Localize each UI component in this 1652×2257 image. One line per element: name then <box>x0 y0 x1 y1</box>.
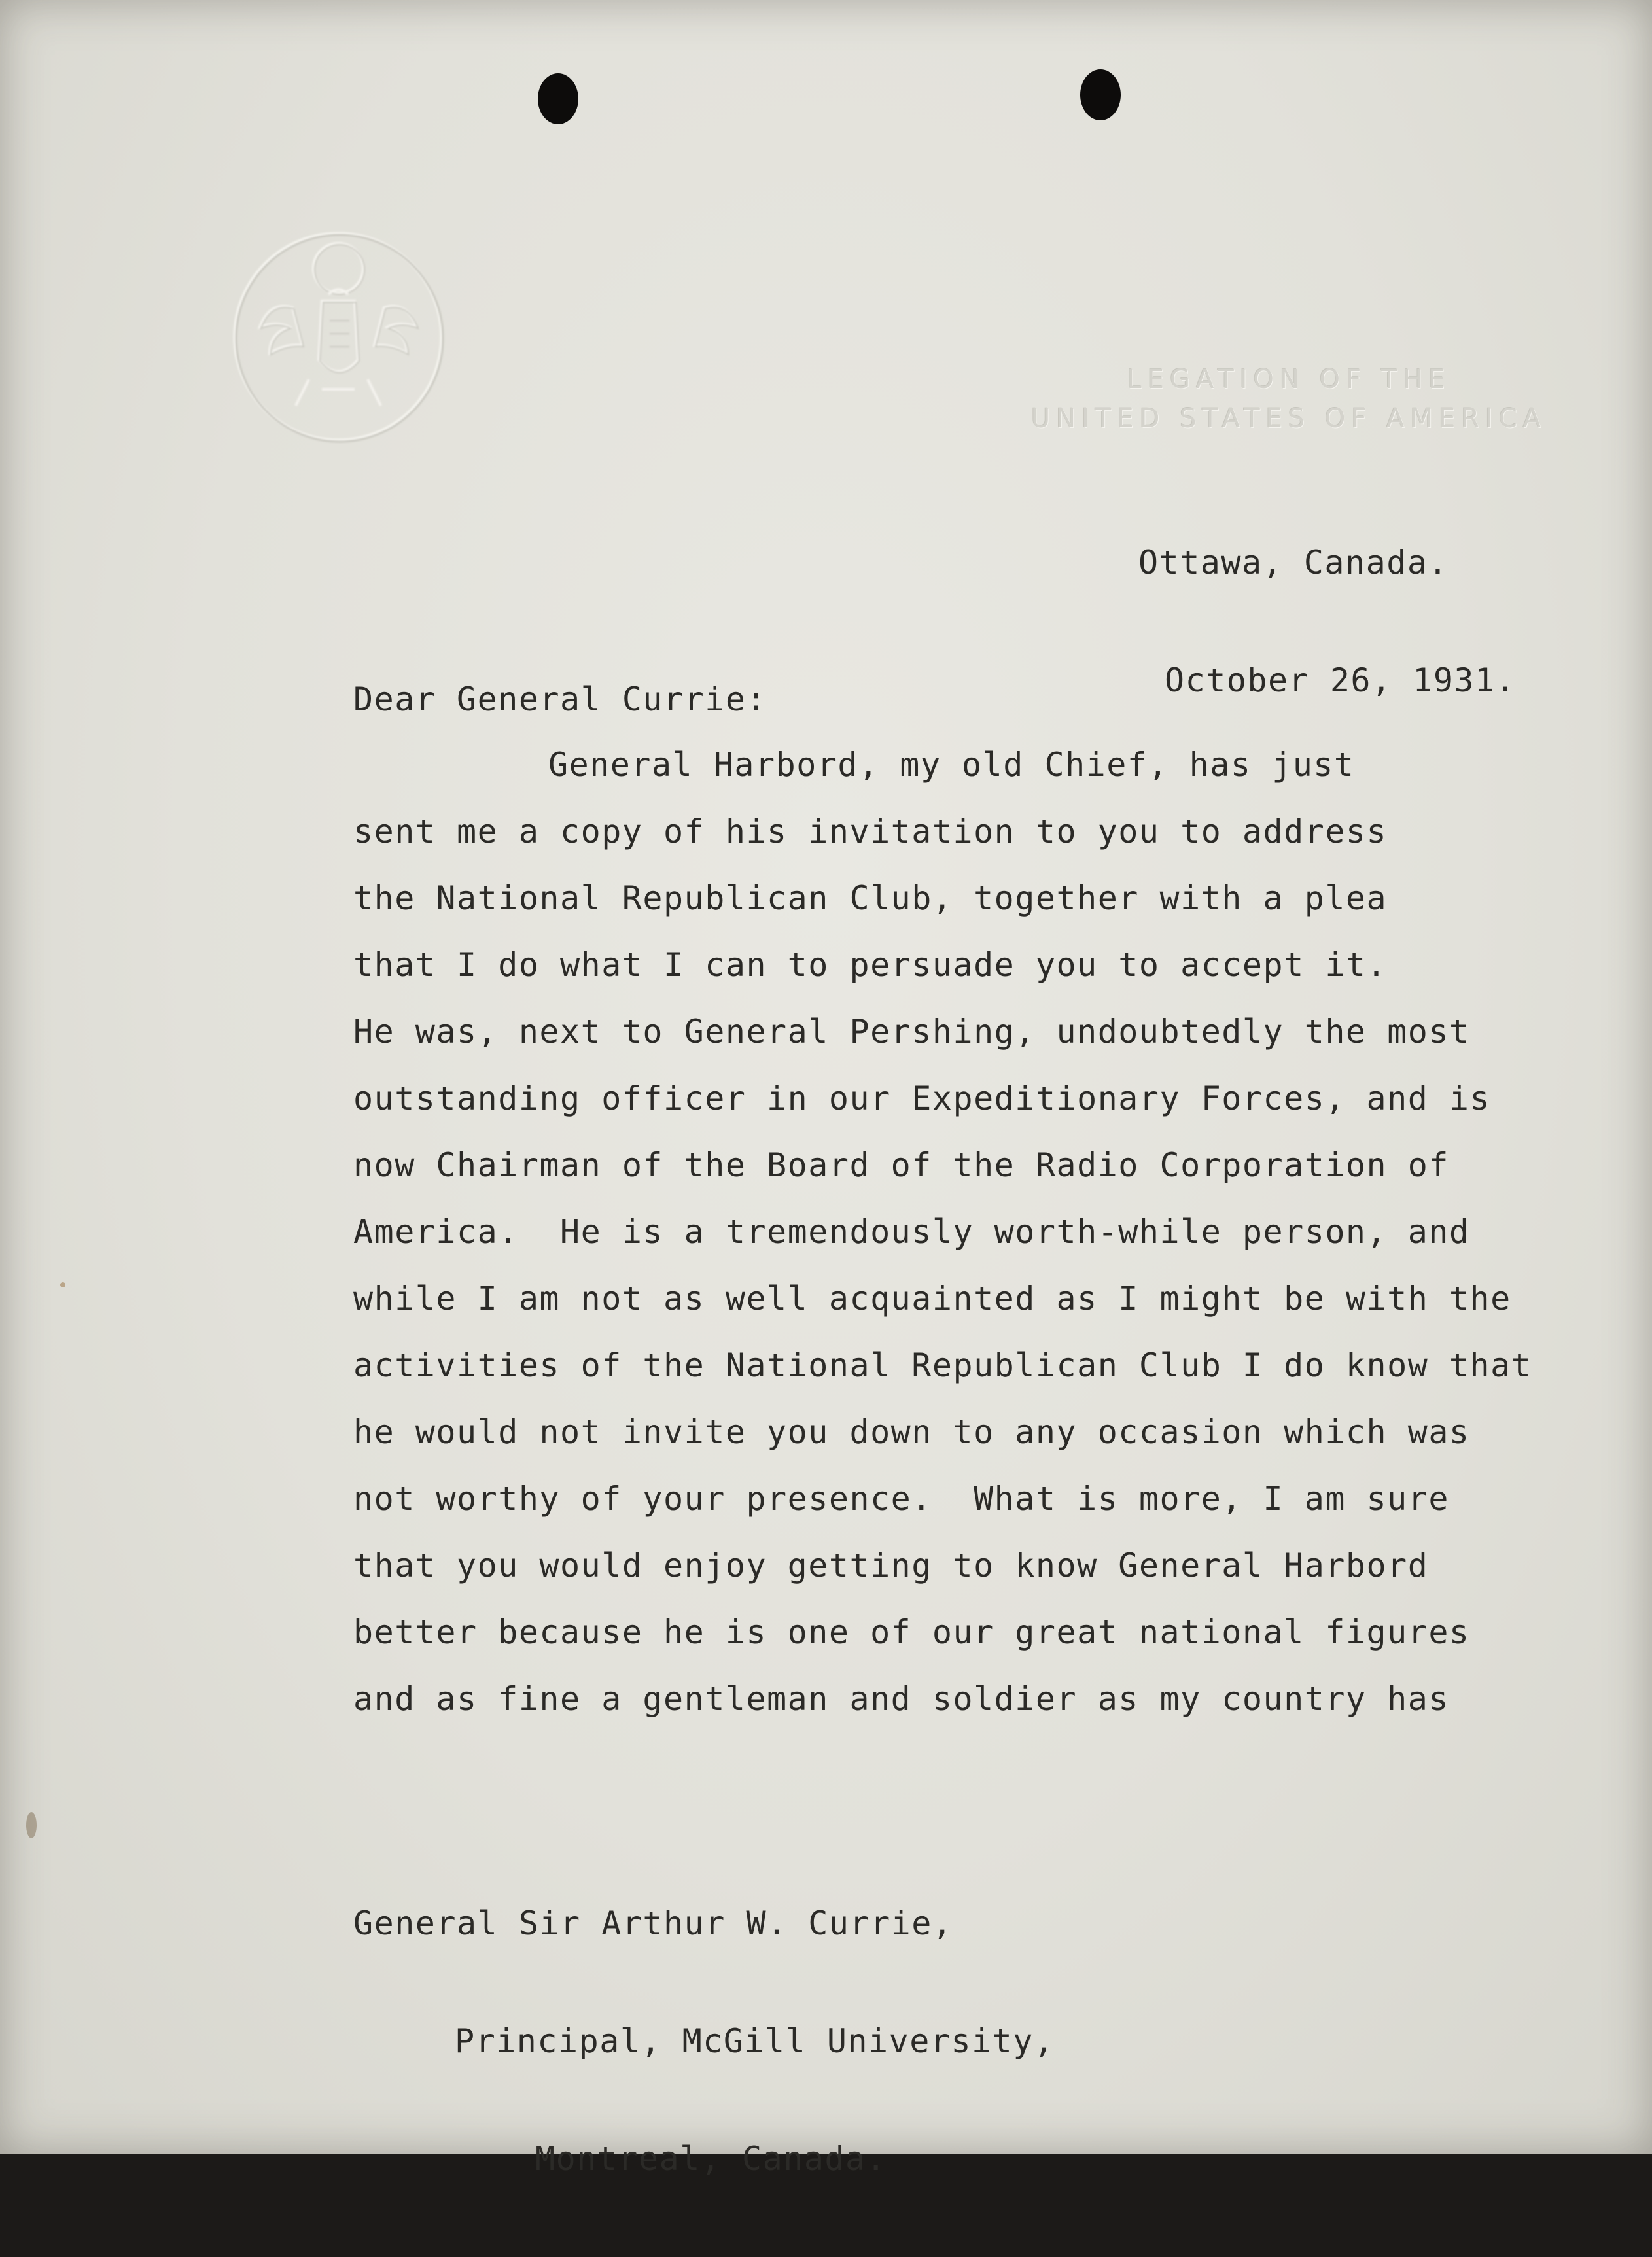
body-line: He was, next to General Pershing, undoubtedly the most <box>353 1013 1470 1051</box>
letterhead-line-1: LEGATION OF THE <box>1127 364 1451 394</box>
date-block <box>1138 464 1516 779</box>
address-line-2: Principal, McGill University, <box>455 2022 1055 2060</box>
recipient-address <box>353 1825 1054 2257</box>
punch-hole-right <box>1080 69 1121 120</box>
body-line: General Harbord, my old Chief, has just <box>548 746 1355 784</box>
body-line: that I do what I can to persuade you to accept it. <box>353 946 1388 984</box>
body-line: America. He is a tremendously worth-while person, and <box>353 1213 1470 1251</box>
body-line: not worthy of your presence. What is more, I am sure <box>353 1480 1449 1518</box>
body-line: activities of the National Republican Club I do know that <box>353 1346 1532 1384</box>
address-line-3: Montreal, Canada. <box>535 2140 887 2178</box>
body-line: that you would enjoy getting to know General Harbord <box>353 1547 1429 1584</box>
address-line-1: General Sir Arthur W. Currie, <box>353 1904 953 1942</box>
body-line: he would not invite you down to any occasion which was <box>353 1413 1470 1451</box>
embossed-letterhead <box>1021 360 1557 438</box>
paper-spot <box>60 1282 65 1287</box>
embossed-eagle-seal-icon <box>230 229 446 445</box>
body-line: while I am not as well acquainted as I might be with the <box>353 1280 1511 1318</box>
body-line: outstanding officer in our Expeditionary Forces, and is <box>353 1079 1491 1117</box>
letterhead-line-2: UNITED STATES OF AMERICA <box>1030 404 1547 434</box>
body-line: better because he is one of our great national figures <box>353 1613 1470 1651</box>
date-text: October 26, 1931. <box>1165 661 1517 699</box>
paper-spot <box>26 1812 37 1838</box>
body-line: now Chairman of the Board of the Radio Corporation of <box>353 1146 1449 1184</box>
date-place: Ottawa, Canada. <box>1138 544 1449 582</box>
body-line: the National Republican Club, together with a plea <box>353 879 1388 917</box>
body-line: sent me a copy of his invitation to you to address <box>353 813 1388 850</box>
salutation: Dear General Currie: <box>353 680 767 718</box>
body-line: and as fine a gentleman and soldier as my country has <box>353 1680 1449 1718</box>
punch-hole-left <box>538 73 578 124</box>
